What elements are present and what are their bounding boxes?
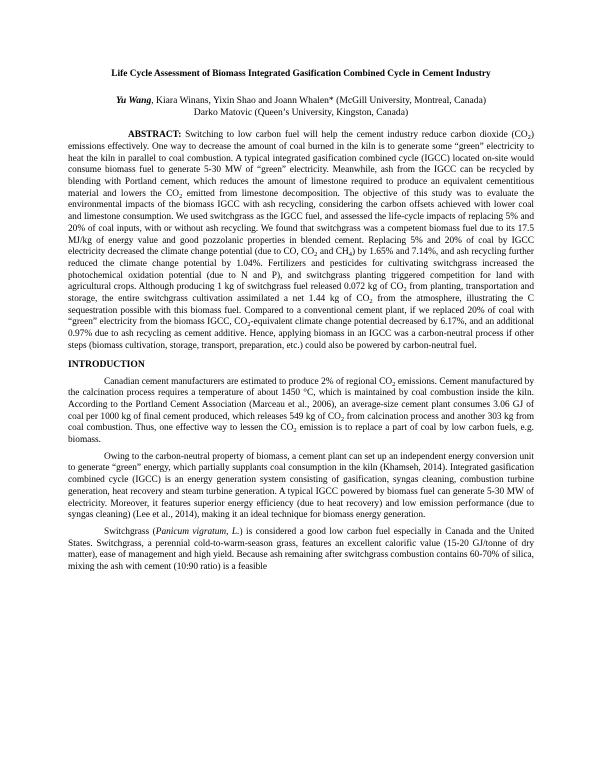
subscript: 2 <box>293 427 297 435</box>
intro-paragraph-2: Owing to the carbon-neutral property of biomass, a cement plant can set up an independent energy conversion unit to generate “green” energy, which partially supplants coal consumption in the kiln (Khamseh, 2014). Integrated gasification combined cycle (IGCC) is an energy generation system consisting of gasification, syngas cleaning, combustion turbine generation, heat recovery and steam turbine generation. A typical IGCC powered by biomass fuel can generate 5-30 MW of electricity. Moreover, it features superior energy efficiency (due to heat recovery) and low emission performance (due to syngas cleaning) (Lee et al., 2014), making it an ideal technique for biomass energy generation. <box>68 451 534 521</box>
co-authors: , Kiara Winans, Yixin Shao and Joann Whalen* (McGill University, Montreal, Canada) <box>151 95 487 106</box>
subscript: 2 <box>527 134 531 142</box>
subscript: 2 <box>314 251 318 259</box>
paragraph-text: ) is considered a good low carbon fuel especially in Canada and the United States. Switchgrass, a perennial cold-to-warm-season grass, features an excellent calorific value (15-20 GJ/tonne of dry matter), ease of management and high yield. Because ash remaining after switchgrass combustion contains 60-70% of silica, mixing the ash with cement (10:90 ratio) is a feasible <box>68 526 534 573</box>
subscript: 4 <box>348 251 352 259</box>
abstract-text: emitted from limestone decomposition. The objective of this study was to evaluate the environmental impacts of the biomass IGCC with ash recycling, considering the carbon offsets achieved with lower coal and limestone consumption. We used switchgrass as the IGCC fuel, and assessed the life-cycle impacts of replacing 5% and 20% of coal inputs, with or without ash recycling. We found that switchgrass was a competent biomass fuel due to its 17.5 MJ/kg of energy value and good pozzolanic properties in blended cement. Replacing 5% and 20% of coal by IGCC electricity decreased the climate change potential (due to CO, CO <box>68 188 535 258</box>
abstract-text: from the atmosphere, illustrating the C sequestration possible with this biomass fuel. Compared to a conventional cement plant, if we replaced 20% of coal with “green” electricity from the biomass IGCC, CO <box>68 294 534 328</box>
abstract-text: ) by 1.65% and 7.14%, and ash recycling further reduced the climate change potential by 1.04%. Fertilizers and pesticides for cultivating switchgrass increased the photochemical oxidation potential (due to N and P), and switchgrass planting triggered competition for land with agricultural crops. Although producing 1 kg of switchgrass fuel released 0.072 kg of CO <box>68 247 534 293</box>
abstract-text: and CH <box>317 247 349 258</box>
subscript: 2 <box>392 380 396 388</box>
paragraph-text: emission is to replace a part of coal by low carbon fuels, e.g. biomass. <box>68 423 534 446</box>
paper-page <box>68 68 534 574</box>
abstract <box>68 130 534 352</box>
abstract-label: ABSTRACT: <box>128 130 182 141</box>
abstract-text: ) emissions effectively. One way to decrease the amount of coal burned in the kiln is to generate some “green” electricity to heat the kiln in parallel to coal combustion. A typical integrated gasification combined cycle (IGCC) located on-site would consume biomass fuel to generate 5-30 MW of “green” electricity. Meanwhile, ash from the IGCC can be recycled by blending with Portland cement, which reduces the amount of limestone required to produce an equivalent cementitious material and lowers the CO <box>68 130 534 199</box>
abstract-text: Switching to low carbon fuel will help the cement industry reduce carbon dioxide (CO <box>181 130 528 141</box>
author-block <box>68 95 534 118</box>
paragraph-text: emissions. Cement manufactured by the calcination process requires a temperature of about 1450 °C, which is maintained by coal combustion inside the kiln. According to the Portland Cement Association (Marceau et al., 2006), an average-size cement plant consumes 3.06 GJ of coal per 1000 kg of final cement produced, which releases 549 kg of CO <box>68 376 535 422</box>
species-name: Panicum vigratum, L. <box>155 526 240 537</box>
paragraph-text: from calcination process and another 303 kg from coal combustion. Thus, one effective way to lessen the CO <box>68 411 534 434</box>
subscript: 2 <box>340 415 345 423</box>
subscript: 2 <box>403 286 407 294</box>
intro-paragraph-3 <box>68 527 534 574</box>
author-line-1 <box>68 95 534 107</box>
subscript: 2 <box>179 192 183 200</box>
subscript: 2 <box>247 321 251 329</box>
presenting-author: Yu Wang <box>115 95 152 106</box>
intro-paragraph-1 <box>68 377 534 447</box>
paragraph-text: Switchgrass ( <box>104 526 156 537</box>
subscript: 2 <box>369 298 373 306</box>
paper-title: Life Cycle Assessment of Biomass Integrated Gasification Combined Cycle in Cement Industry <box>111 69 491 79</box>
section-heading-introduction: INTRODUCTION <box>68 358 145 370</box>
paragraph-text: Canadian cement manufacturers are estimated to produce 2% of regional CO <box>104 376 393 387</box>
author-line-2: Darko Matovic (Queen’s University, Kingston, Canada) <box>193 106 409 118</box>
abstract-text: from planting, transportation and storage, the entire switchgrass cultivation assimilated a net 1.44 kg of CO <box>68 282 534 305</box>
abstract-text: -equivalent climate change potential decreased by 6.17%, and an additional 0.97% due to ash recycling as cement additive. Hence, applying biomass in an IGCC was a carbon-neutral process if other steps (biomass cultivation, storage, transport, preparation, etc.) could also be powered by carbon-neutral fuel. <box>68 317 534 351</box>
